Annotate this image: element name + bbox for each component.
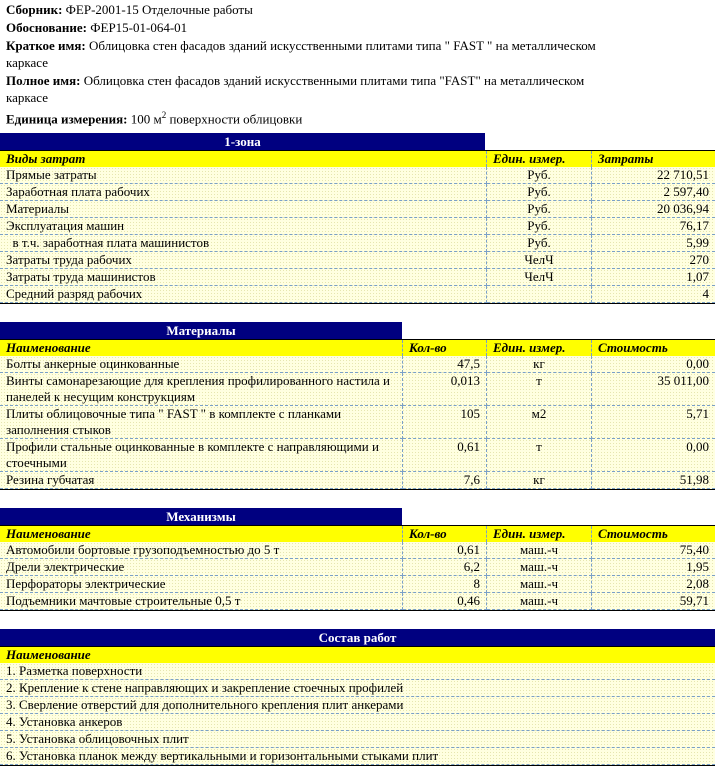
unit-cell: кг [487,356,592,373]
unit-label: Единица измерения: [6,111,128,127]
zone-title-band: 1-зона [0,133,485,150]
cost-value-cell: 22 710,51 [592,167,715,184]
short-name-line [0,36,612,71]
materials-table [0,339,715,490]
zone-row [0,184,715,201]
unit-cell: Руб. [487,218,592,235]
qty-cell: 0,46 [403,593,487,610]
zone-col-unit: Един. измер. [487,151,592,167]
zone-row [0,252,715,269]
cost-value-cell: 76,17 [592,218,715,235]
cost-kind-cell: Материалы [0,201,487,218]
cost-cell: 35 011,00 [592,373,715,406]
materials-title-band: Материалы [0,322,402,339]
unit-cell: Руб. [487,167,592,184]
materials-section [0,322,715,490]
zone-col-kind: Виды затрат [0,151,487,167]
unit-superscript: 2 [161,110,167,120]
materials-header-row [0,339,715,356]
qty-cell: 0,61 [403,439,487,472]
unit-value: 100 м [127,111,162,127]
zone-row [0,201,715,218]
cost-kind-cell: Затраты труда рабочих [0,252,487,269]
cost-value-cell: 4 [592,286,715,303]
short-name-label: Краткое имя: [6,38,86,53]
materials-row [0,356,715,373]
mechanisms-col-qty: Кол-во [403,526,487,542]
unit-cell: Руб. [487,235,592,252]
cost-value-cell: 270 [592,252,715,269]
mechanisms-row [0,593,715,611]
materials-col-cost: Стоимость [598,340,668,355]
zone-row [0,167,715,184]
document-header [0,0,715,127]
works-row [0,697,715,714]
cost-value-cell: 20 036,94 [592,201,715,218]
works-header-row [0,646,715,663]
obosn-label: Обоснование: [6,20,87,35]
name-cell: Профили стальные оцинкованные в комплекте с направляющими и стоечными [0,439,403,472]
work-step-cell: 1. Разметка поверхности [0,663,715,680]
unit-cell: Руб. [487,184,592,201]
obosn-line [0,18,715,36]
name-cell: Винты самонарезающие для крепления профилированного настила и панелей к несущим конструкциям [0,373,403,406]
unit-line [0,106,715,127]
works-table [0,646,715,766]
cost-cell: 2,08 [592,576,715,593]
works-row [0,663,715,680]
full-name-value: Облицовка стен фасадов зданий искусственными плитами типа "FAST" на металлическом каркасе [6,73,585,105]
cost-cell: 51,98 [592,472,715,489]
cost-value-cell: 1,07 [592,269,715,286]
unit-cell: ЧелЧ [487,252,592,269]
mechanisms-header-row [0,525,715,542]
works-row [0,680,715,697]
qty-cell: 0,61 [403,542,487,559]
work-step-cell: 6. Установка планок между вертикальными и горизонтальными стыками плит [0,748,715,765]
name-cell: Автомобили бортовые грузоподъемностью до 5 т [0,542,403,559]
zone-header-row [0,150,715,167]
obosn-value: ФЕР15-01-064-01 [86,20,188,35]
qty-cell: 47,5 [403,356,487,373]
materials-row [0,406,715,439]
unit-cell: т [487,373,592,406]
mechanisms-col-name: Наименование [0,526,403,542]
materials-row [0,472,715,490]
cost-cell: 59,71 [592,593,715,610]
cost-cell: 5,71 [592,406,715,439]
works-row [0,748,715,766]
sbornik-line [0,0,715,18]
cost-kind-cell: Средний разряд рабочих [0,286,487,303]
work-step-cell: 3. Сверление отверстий для дополнительного крепления плит анкерами [0,697,715,714]
cost-kind-cell: Заработная плата рабочих [0,184,487,201]
unit-cell: маш.-ч [487,593,592,610]
cost-cell: 1,95 [592,559,715,576]
zone-row [0,269,715,286]
full-name-label: Полное имя: [6,73,81,88]
unit-value-post: поверхности облицовки [166,111,303,127]
works-section [0,629,715,766]
short-name-value: Облицовка стен фасадов зданий искусственными плитами типа " FAST " на металлическом каркасе [6,38,596,70]
works-row [0,714,715,731]
unit-cell: маш.-ч [487,559,592,576]
mechanisms-row [0,559,715,576]
qty-cell: 6,2 [403,559,487,576]
zone-row [0,286,715,304]
unit-cell: ЧелЧ [487,269,592,286]
zone-row [0,235,715,252]
materials-row [0,439,715,472]
qty-cell: 7,6 [403,472,487,489]
work-step-cell: 2. Крепление к стене направляющих и закрепление стоечных профилей [0,680,715,697]
unit-cell: маш.-ч [487,576,592,593]
mechanisms-row [0,576,715,593]
unit-cell: Руб. [487,201,592,218]
mechanisms-table [0,525,715,611]
sbornik-value: ФЕР-2001-15 Отделочные работы [62,2,253,17]
unit-cell: м2 [487,406,592,439]
mechanisms-title-band: Механизмы [0,508,402,525]
mechanisms-row [0,542,715,559]
unit-cell: маш.-ч [487,542,592,559]
full-name-line [0,71,612,106]
name-cell: Плиты облицовочные типа " FAST " в комплекте с планками заполнения стыков [0,406,403,439]
works-row [0,731,715,748]
qty-cell: 8 [403,576,487,593]
name-cell: Дрели электрические [0,559,403,576]
materials-row [0,373,715,406]
name-cell: Подъемники мачтовые строительные 0,5 т [0,593,403,610]
materials-col-unit: Един. измер. [487,340,592,356]
materials-col-name: Наименование [0,340,403,356]
mechanisms-col-cost: Стоимость [598,526,668,541]
cost-cell: 0,00 [592,356,715,373]
zone-table [0,150,715,304]
qty-cell: 105 [403,406,487,439]
mechanisms-section [0,508,715,611]
works-title-band: Состав работ [0,629,715,646]
qty-cell: 0,013 [403,373,487,406]
works-col-name: Наименование [6,647,91,662]
zone-row [0,218,715,235]
cost-kind-cell: Прямые затраты [0,167,487,184]
cost-value-cell: 2 597,40 [592,184,715,201]
cost-kind-cell: в т.ч. заработная плата машинистов [0,235,487,252]
name-cell: Резина губчатая [0,472,403,489]
work-step-cell: 5. Установка облицовочных плит [0,731,715,748]
cost-value-cell: 5,99 [592,235,715,252]
work-step-cell: 4. Установка анкеров [0,714,715,731]
zone-col-cost: Затраты [598,151,654,166]
zone-section [0,133,715,304]
materials-col-qty: Кол-во [403,340,487,356]
cost-cell: 0,00 [592,439,715,472]
unit-cell: т [487,439,592,472]
cost-kind-cell: Затраты труда машинистов [0,269,487,286]
cost-cell: 75,40 [592,542,715,559]
mechanisms-col-unit: Един. измер. [487,526,592,542]
unit-cell [487,286,592,303]
name-cell: Болты анкерные оцинкованные [0,356,403,373]
unit-cell: кг [487,472,592,489]
sbornik-label: Сборник: [6,2,63,17]
cost-kind-cell: Эксплуатация машин [0,218,487,235]
name-cell: Перфораторы электрические [0,576,403,593]
